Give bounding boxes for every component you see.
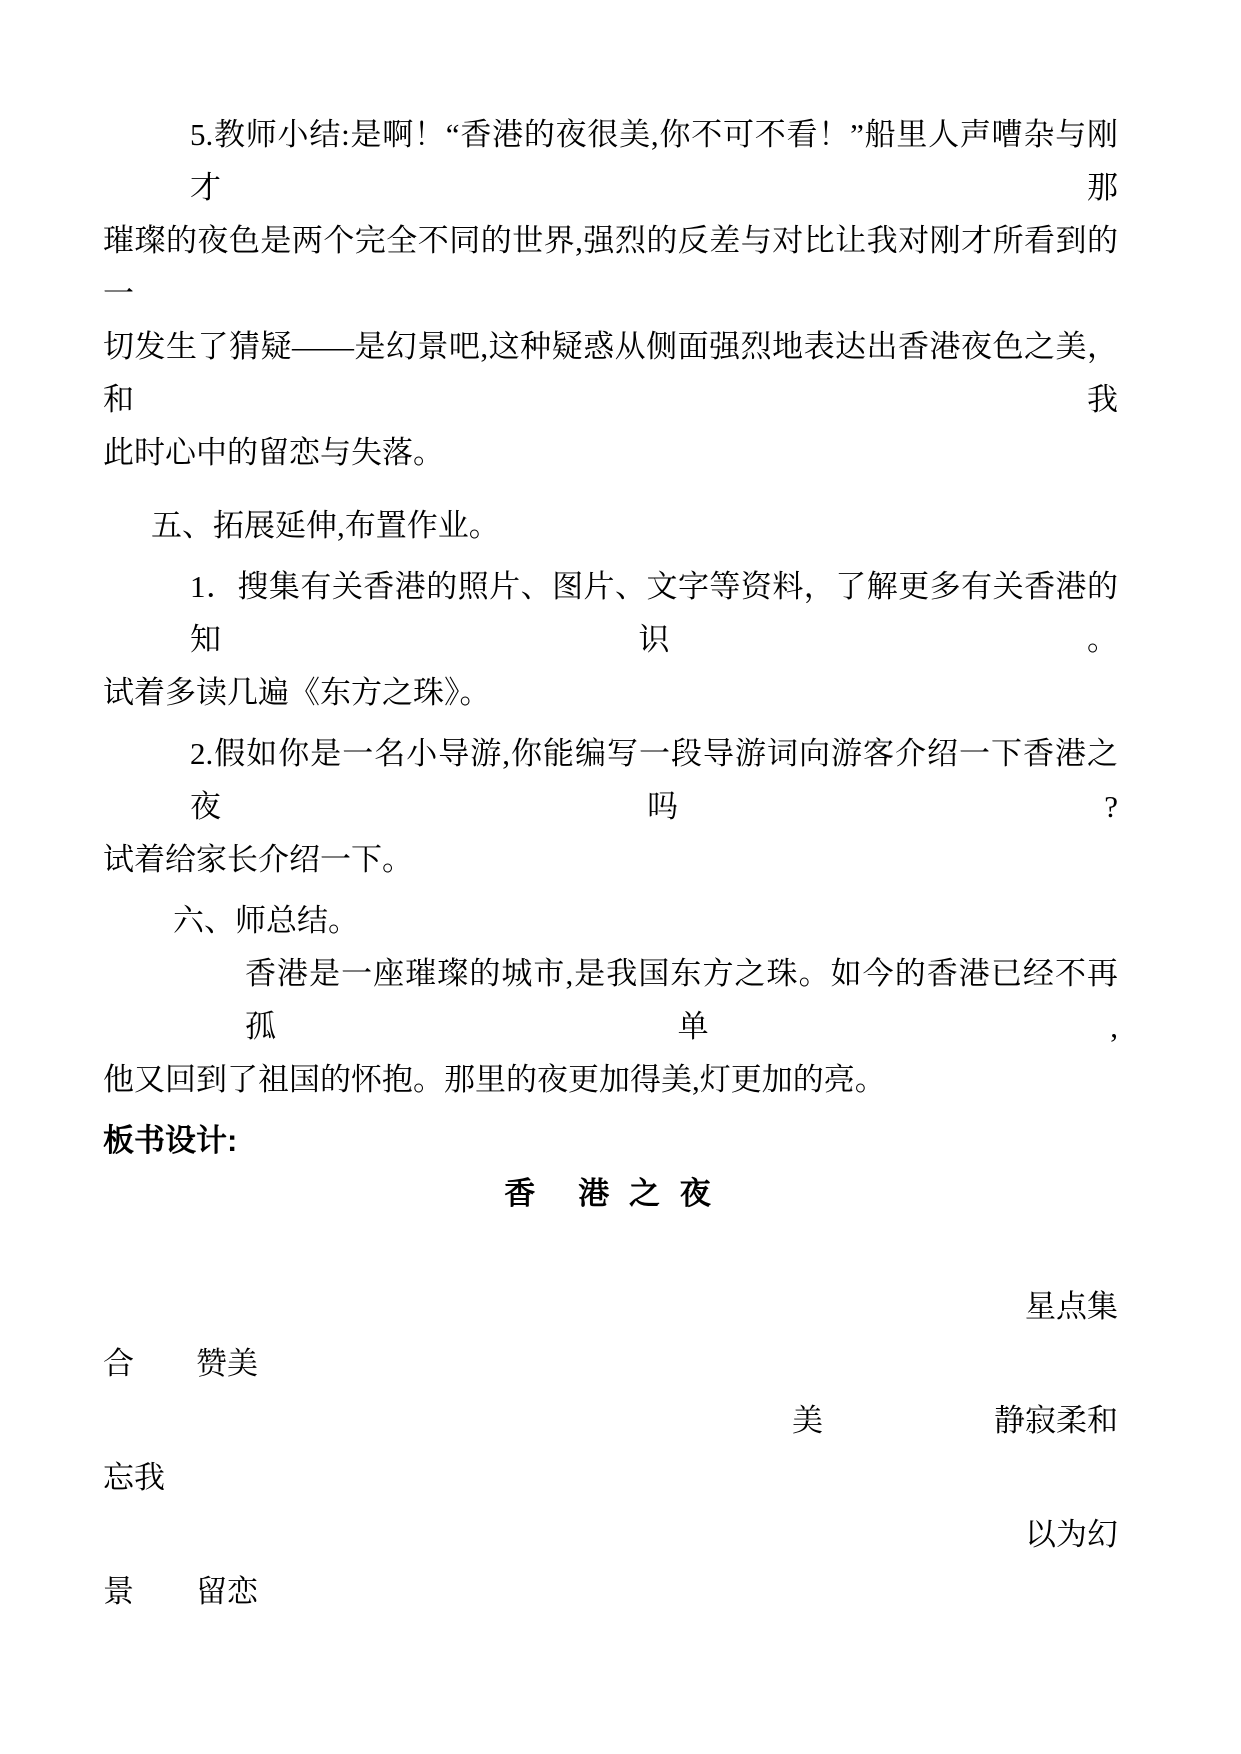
task2-paragraph	[103, 727, 1118, 886]
teacher-recap-paragraph	[103, 108, 1118, 479]
board-line: 星点集	[1025, 1289, 1118, 1324]
section-heading-six: 六、师总结。	[173, 903, 359, 938]
board-line: 以为幻	[1025, 1517, 1118, 1552]
board-line: 忘我	[103, 1460, 165, 1495]
body-line: 香港是一座璀璨的城市,是我国东方之珠。如今的香港已经不再孤单,	[245, 956, 1118, 1044]
body-line: 试着多读几遍《东方之珠》。	[103, 675, 491, 710]
board-line	[103, 1392, 1118, 1449]
body-line: 此时心中的留恋与失落。	[103, 435, 444, 470]
body-line: 他又回到了祖国的怀抱。那里的夜更加得美,灯更加的亮。	[103, 1062, 886, 1097]
section-heading-five: 五、拓展延伸,布置作业。	[151, 508, 500, 543]
body-line: 试着给家长介绍一下。	[103, 842, 413, 877]
final-summary-paragraph	[103, 947, 1118, 1106]
body-line: 1．搜集有关香港的照片、图片、文字等资料，了解更多有关香港的知识。	[190, 569, 1118, 657]
body-line: 5.教师小结:是啊！“香港的夜很美,你不可不看！”船里人声嘈杂与刚才那	[190, 117, 1118, 205]
body-line: 璀璨的夜色是两个完全不同的世界,强烈的反差与对比让我对刚才所看到的一	[103, 223, 1118, 311]
body-line: 2.假如你是一名小导游,你能编写一段导游词向游客介绍一下香港之夜吗?	[190, 736, 1118, 824]
board-design-label: 板书设计:	[103, 1123, 238, 1158]
board-line: 景 留恋	[103, 1574, 258, 1609]
blank-spacer	[103, 1220, 1118, 1278]
board-design-section	[103, 1278, 1118, 1620]
board-line: 合 赞美	[103, 1346, 258, 1381]
board-title: 香 港 之 夜	[504, 1176, 717, 1211]
board-word: 静寂柔和	[994, 1403, 1118, 1438]
body-line: 切发生了猜疑——是幻景吧,这种疑惑从侧面强烈地表达出香港夜色之美， 和我	[103, 329, 1118, 417]
task1-paragraph	[103, 560, 1118, 719]
board-word: 美	[792, 1403, 823, 1438]
